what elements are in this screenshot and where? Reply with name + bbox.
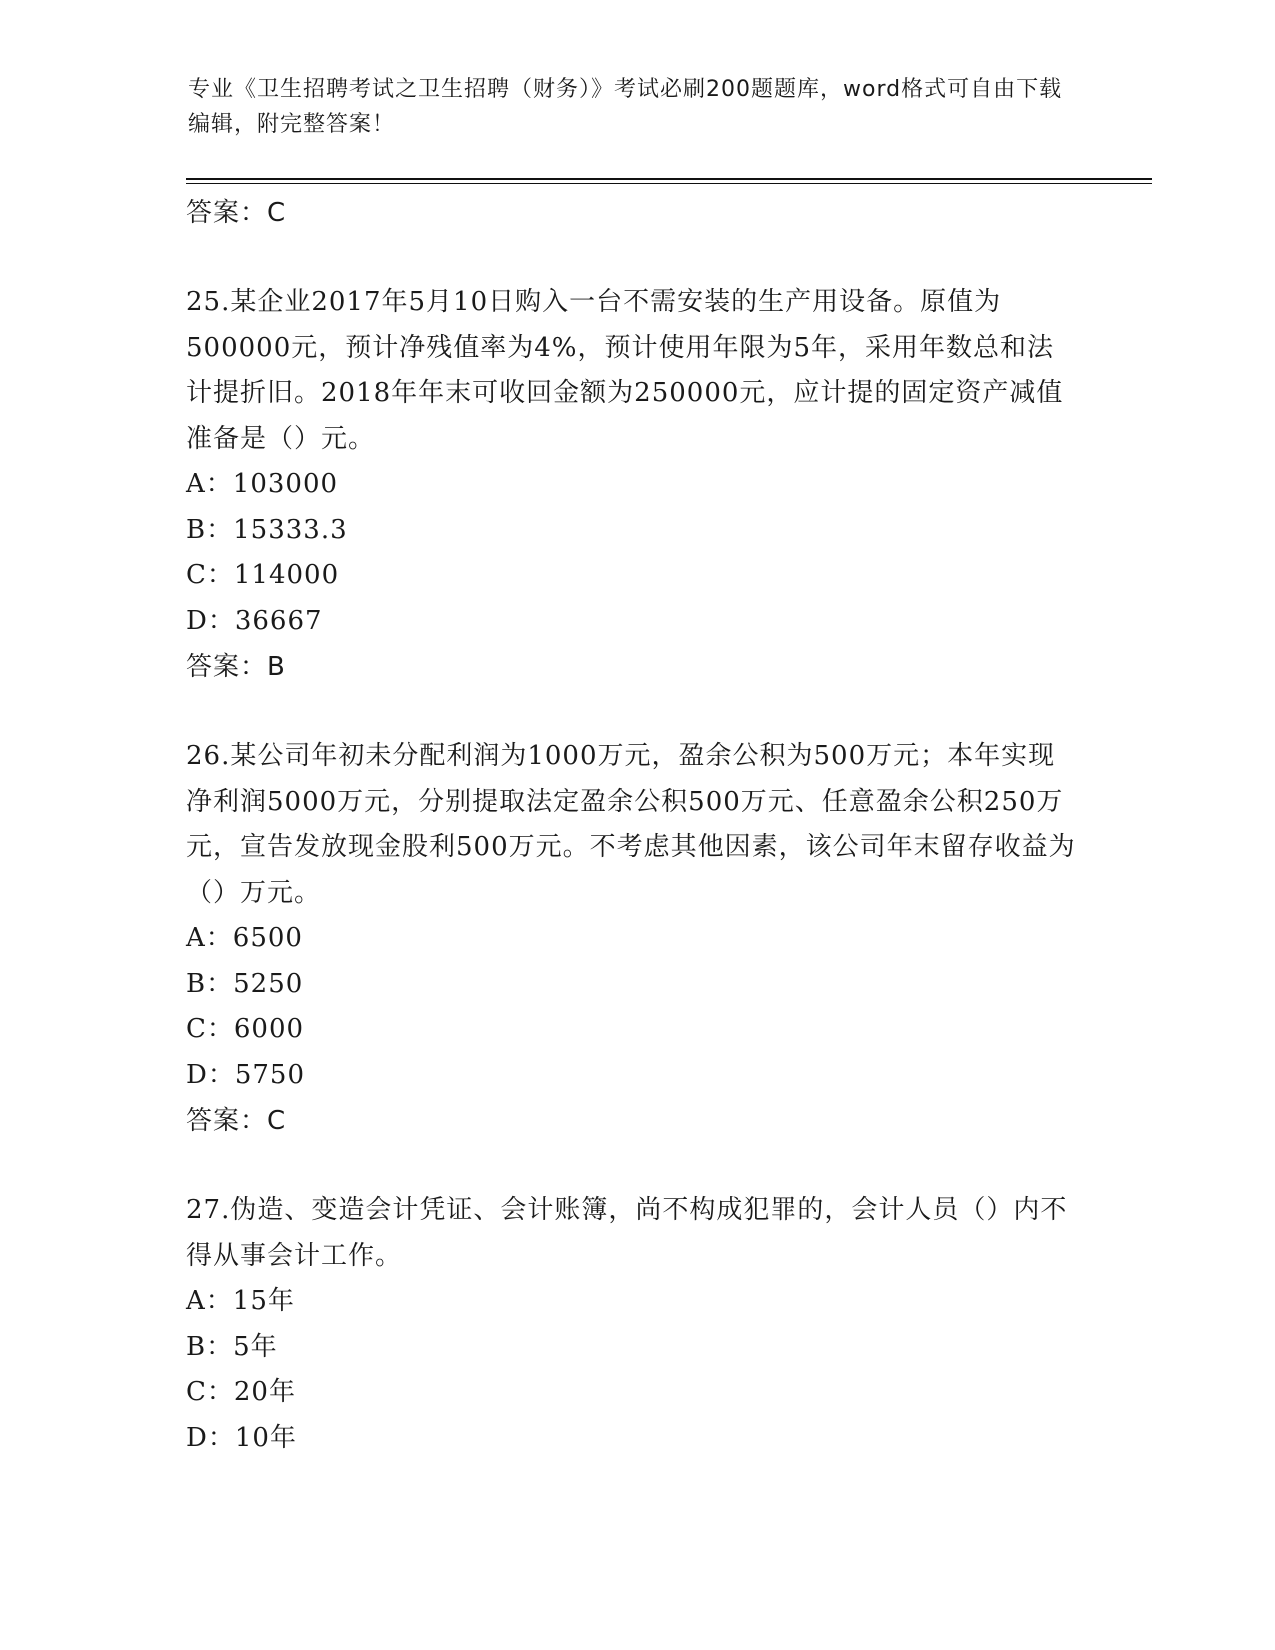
option-c: C：20年 (186, 1377, 296, 1407)
option-a: A：6500 (186, 923, 303, 953)
question-item (186, 734, 1076, 1144)
option-c: C：6000 (186, 1014, 305, 1044)
question-list (186, 190, 1076, 1461)
question-item (186, 280, 1076, 690)
answer-line: 答案：B (186, 652, 286, 682)
option-d: D：36667 (186, 605, 323, 636)
option-b: B：15333.3 (186, 514, 348, 545)
option-b: B：5250 (186, 968, 304, 999)
question-item (186, 1188, 1076, 1461)
option-b: B：5年 (186, 1331, 278, 1362)
answer-line: 答案：C (186, 198, 287, 228)
option-a: A：103000 (186, 469, 339, 499)
header-divider-thin (186, 183, 1152, 184)
header-divider-thick (186, 178, 1152, 180)
option-d: D：10年 (186, 1422, 297, 1453)
question-text: 25.某企业2017年5月10日购入一台不需安装的生产用设备。原值为500000元，预计净残值率为4%，预计使用年限为5年，采用年数总和法计提折旧。2018年年末可收回金额为250000元，应计提的固定资产减值准备是（）元。 (186, 287, 1064, 454)
page-header: 专业《卫生招聘考试之卫生招聘（财务）》考试必刷200题题库，word格式可自由下载编辑，附完整答案！ (188, 77, 1063, 137)
question-text: 26.某公司年初未分配利润为1000万元，盈余公积为500万元；本年实现净利润5000万元，分别提取法定盈余公积500万元、任意盈余公积250万元，宣告发放现金股利500万元。不考虑其他因素，该公司年末留存收益为（）万元。 (186, 741, 1076, 908)
option-a: A：15年 (186, 1286, 295, 1316)
option-c: C：114000 (186, 560, 340, 590)
answer-line: 答案：C (186, 1106, 287, 1136)
question-text: 27.伪造、变造会计凭证、会计账簿，尚不构成犯罪的，会计人员（）内不得从事会计工作。 (186, 1195, 1068, 1271)
option-d: D：5750 (186, 1059, 306, 1090)
